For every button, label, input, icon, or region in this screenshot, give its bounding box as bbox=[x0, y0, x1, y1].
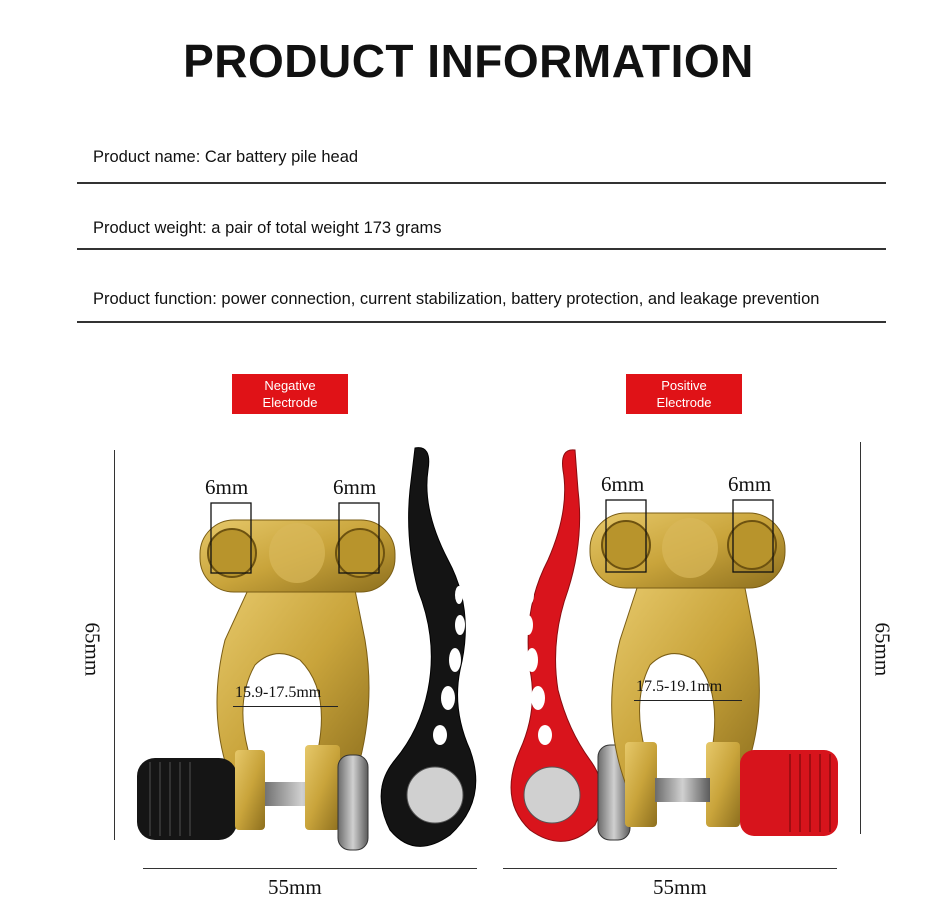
negative-inner-dimension-line bbox=[233, 706, 338, 707]
positive-height: 65mm bbox=[870, 622, 895, 677]
product-name: Product name: Car battery pile head bbox=[93, 148, 359, 166]
negative-width-line bbox=[143, 868, 477, 869]
positive-inner-range: 17.5-19.1mm bbox=[636, 678, 723, 695]
negative-width: 55mm bbox=[268, 875, 322, 899]
negative-terminal bbox=[137, 448, 476, 850]
positive-width-line bbox=[503, 868, 837, 869]
page-title: PRODUCT INFORMATION bbox=[183, 35, 754, 87]
badge-line: Positive bbox=[661, 378, 707, 393]
negative-bolt-right-dimension: 6mm bbox=[333, 475, 377, 499]
negative-height-line bbox=[114, 450, 115, 840]
negative-inner-range: 15.9-17.5mm bbox=[235, 684, 322, 701]
positive-bolt-left-dimension: 6mm bbox=[601, 472, 645, 496]
negative-height: 65mm bbox=[80, 622, 105, 677]
product-function: Product function: power connection, current stabilization, battery protection, and leakage prevention bbox=[93, 290, 820, 308]
badge-line: Electrode bbox=[656, 395, 712, 410]
positive-width: 55mm bbox=[653, 875, 707, 899]
positive-bolt-right-dimension: 6mm bbox=[728, 472, 772, 496]
positive-height-line bbox=[860, 442, 861, 834]
badge-line: Negative bbox=[264, 378, 316, 393]
badge-line: Electrode bbox=[262, 395, 318, 410]
product-weight: Product weight: a pair of total weight 173 grams bbox=[93, 219, 442, 237]
positive-inner-dimension-line bbox=[634, 700, 742, 701]
negative-bolt-left-dimension: 6mm bbox=[205, 475, 249, 499]
positive-terminal bbox=[511, 450, 838, 842]
